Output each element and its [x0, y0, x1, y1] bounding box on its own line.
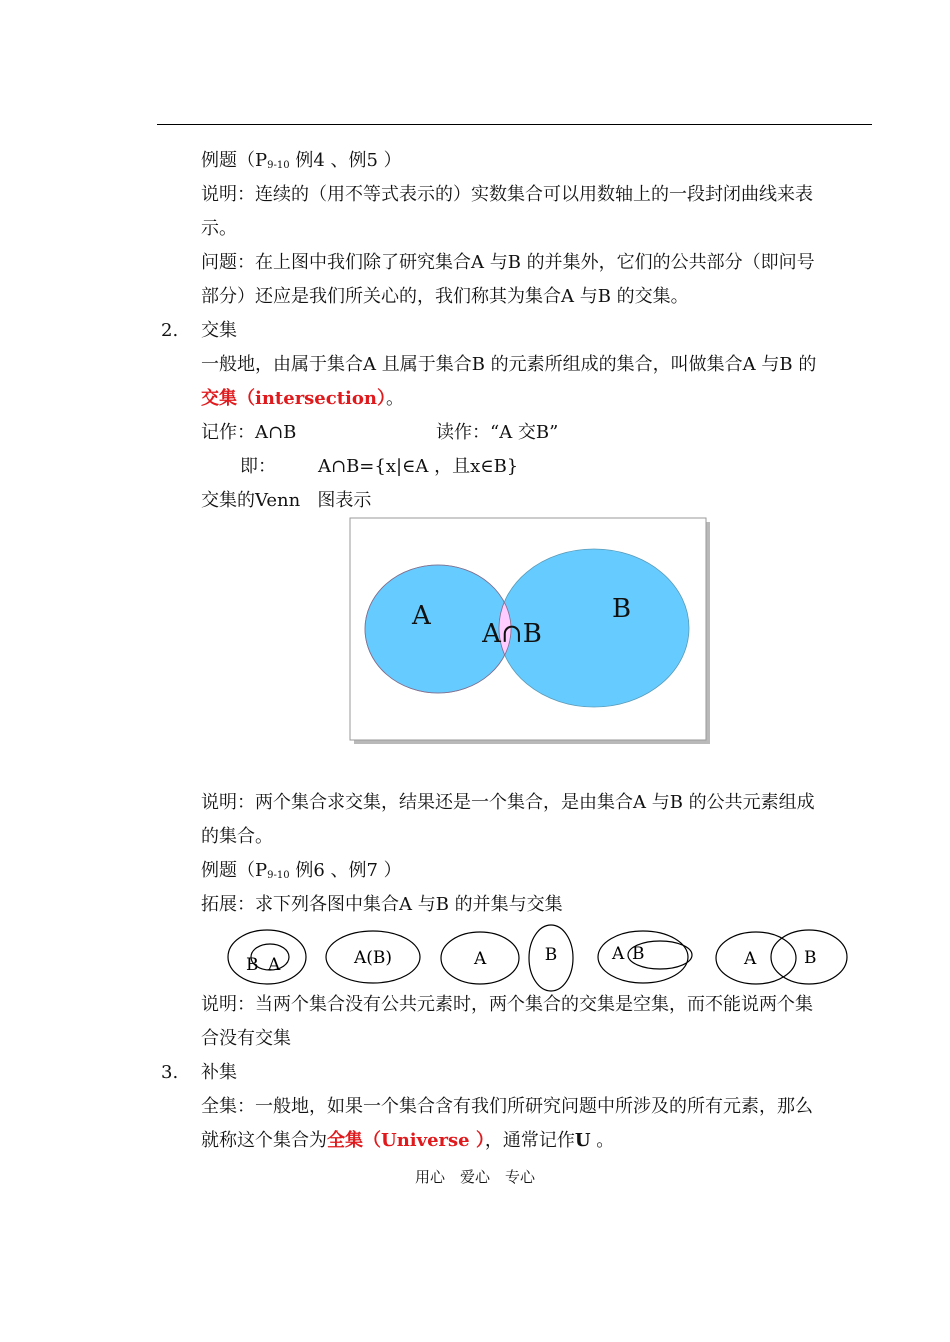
d3-label-b: B	[544, 945, 558, 965]
section-number: 3.	[161, 1062, 179, 1083]
section-number: 2.	[161, 320, 179, 341]
note-line: 合没有交集	[201, 1028, 291, 1049]
term-intersection: 交集（intersection）	[201, 388, 386, 409]
universe-line: 就称这个集合为全集（Universe ），通常记作U 。	[201, 1130, 615, 1151]
symbol-u: U	[574, 1130, 591, 1151]
venn-diagram	[348, 516, 714, 746]
notation-write: 记作：A∩B	[201, 422, 297, 443]
note-line: 示。	[201, 218, 237, 239]
venn-label-b: B	[612, 594, 632, 624]
definition-line: 交集（intersection）。	[201, 388, 404, 409]
question-line: 部分）还应是我们所关心的，我们称其为集合A 与B 的交集。	[201, 286, 689, 307]
note-line: 说明：两个集合求交集，结果还是一个集合，是由集合A 与B 的公共元素组成	[201, 792, 815, 813]
notation-read: 读作：“A 交B”	[436, 422, 559, 443]
venn-caption: 交集的Venn 图表示	[201, 490, 372, 511]
note-line: 的集合。	[201, 826, 273, 847]
d4-label-outer: A	[612, 944, 625, 964]
header-rule	[157, 124, 872, 125]
page-footer: 用心 爱心 专心	[414, 1168, 535, 1186]
question-line: 问题：在上图中我们除了研究集合A 与B 的并集外，它们的公共部分（即问号	[201, 252, 815, 273]
d1-label-inner: A	[268, 955, 281, 975]
section-title: 补集	[201, 1062, 237, 1083]
d1-label-outer: B	[246, 955, 259, 975]
d5-label-a: A	[744, 949, 757, 969]
universe-line: 全集：一般地，如果一个集合含有我们所研究问题中所涉及的所有元素，那么	[201, 1096, 813, 1117]
extend-line: 拓展：求下列各图中集合A 与B 的并集与交集	[201, 894, 563, 915]
definition-line: 一般地，由属于集合A 且属于集合B 的元素所组成的集合，叫做集合A 与B 的	[201, 354, 817, 375]
example-p9-10-a: 例题（$P_{9-10}$ 例4 、例5 ）	[201, 150, 402, 171]
notation-ie-label: 即：	[240, 456, 276, 477]
small-diagrams	[220, 924, 860, 994]
d1-outer-ellipse	[228, 930, 306, 984]
d5-label-b: B	[804, 948, 817, 968]
term-universe: 全集（Universe ）	[327, 1130, 485, 1151]
d3-label-a: A	[474, 949, 487, 969]
venn-label-intersection: A∩B	[482, 619, 542, 649]
notation-ie-value: A∩B={x|∈A ，且x∈B}	[318, 456, 519, 477]
d4-label-inner: B	[632, 944, 645, 964]
example-p9-10-b: 例题（$P_{9-10}$ 例6 、例7 ）	[201, 860, 402, 881]
venn-label-a: A	[412, 601, 431, 631]
section-title: 交集	[201, 320, 237, 341]
note-line: 说明：当两个集合没有公共元素时，两个集合的交集是空集，而不能说两个集	[201, 994, 813, 1015]
note-line: 说明：连续的（用不等式表示的）实数集合可以用数轴上的一段封闭曲线来表	[201, 184, 813, 205]
d2-label: A(B)	[353, 948, 393, 968]
